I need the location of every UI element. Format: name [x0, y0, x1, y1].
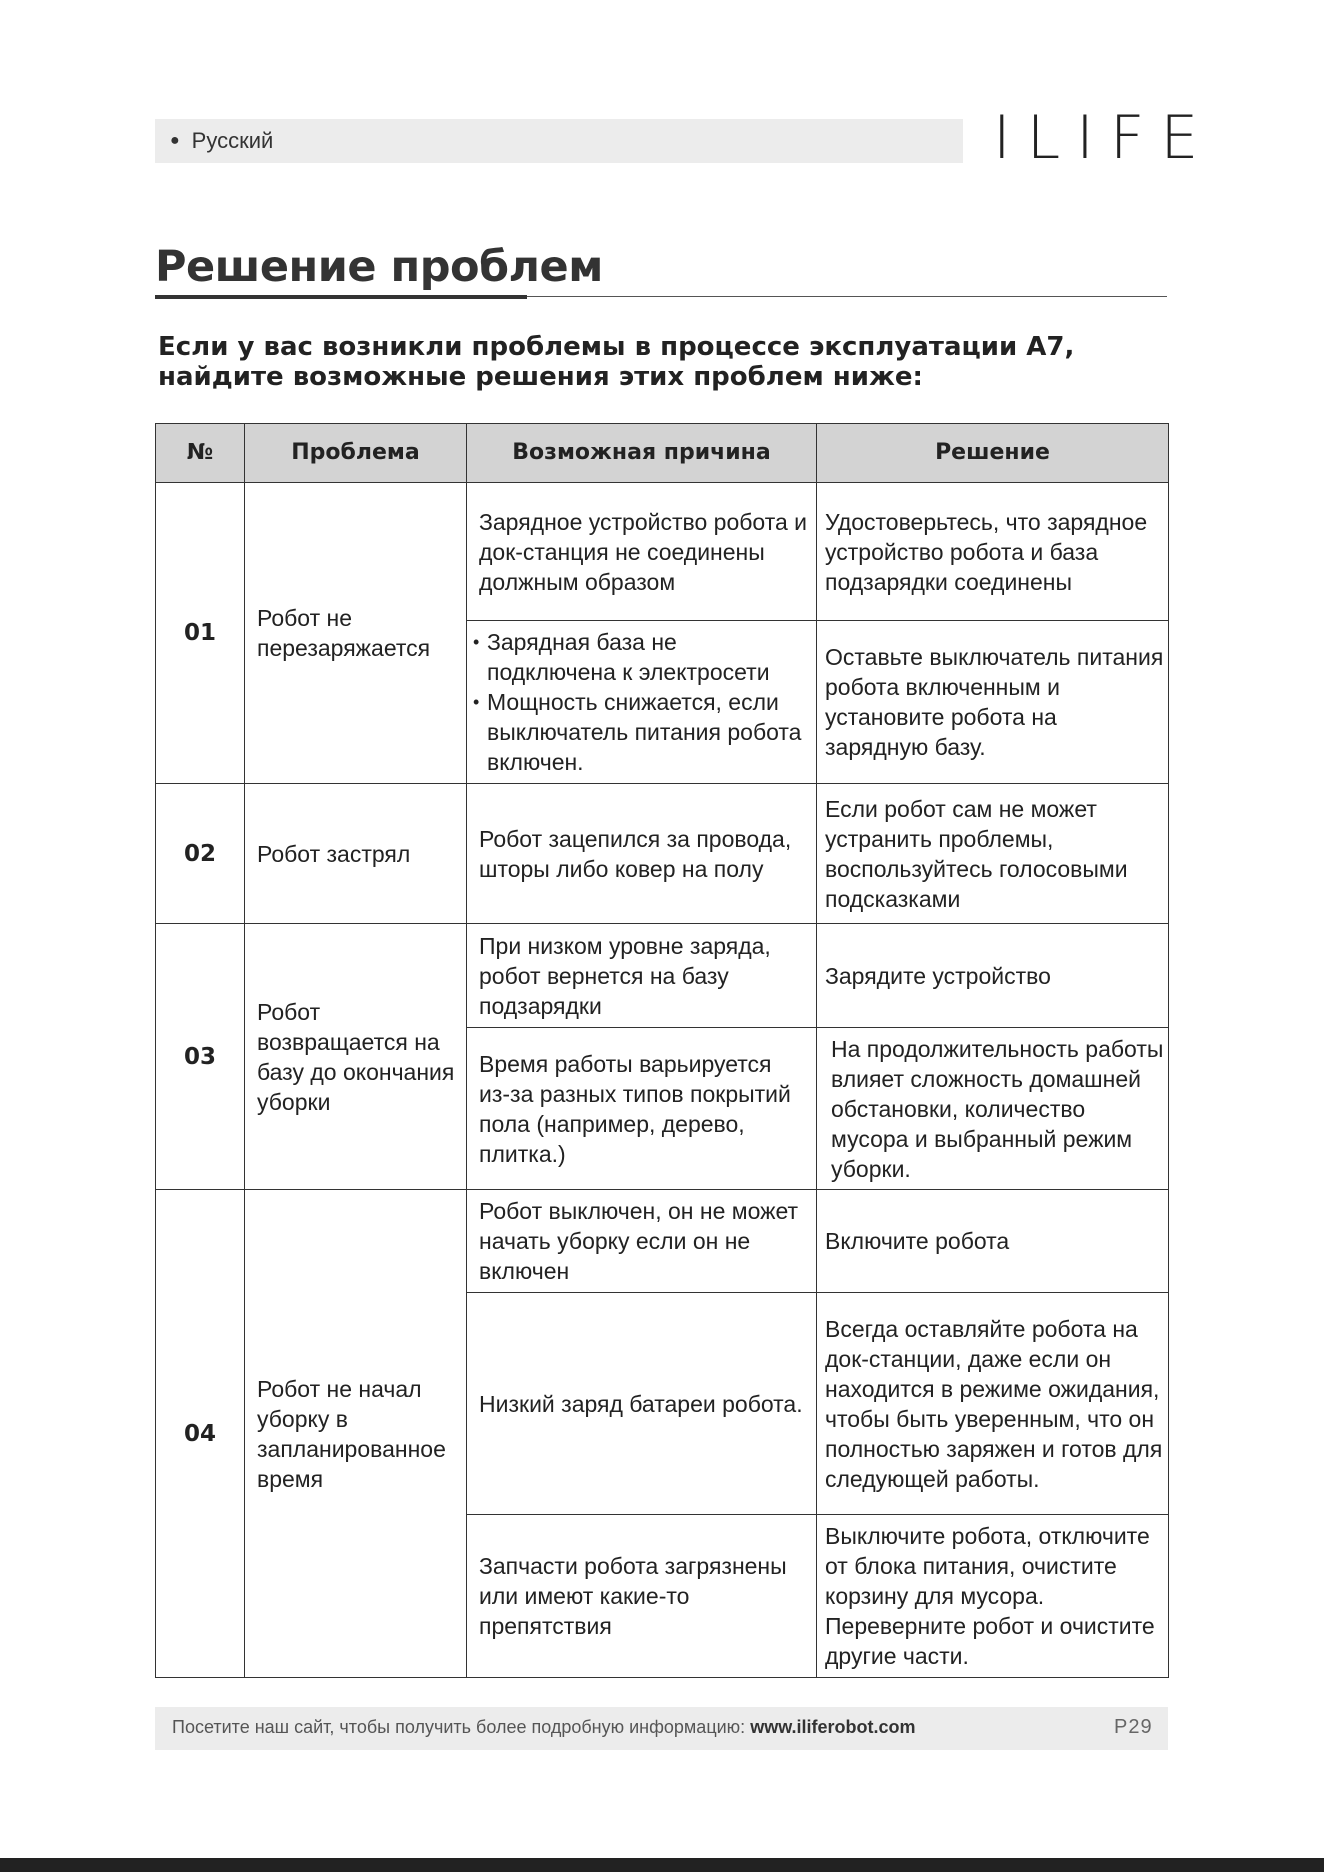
table-row — [156, 784, 1169, 924]
footer-text — [172, 1717, 916, 1738]
problem-cell: Робот не начал уборку в запланированное время — [245, 1190, 467, 1678]
row-number: 04 — [156, 1190, 245, 1678]
cause-cell: Зарядное устройство робота и док-станция не соединены должным образом — [467, 483, 817, 621]
cause-cell: Время работы варьируется из-за разных типов покрытий пола (например, дерево, плитка.) — [467, 1028, 817, 1190]
solution-cell: Оставьте выключатель питания робота включенным и установите робота на зарядную базу. — [817, 621, 1169, 784]
cause-cell: Робот зацепился за провода, шторы либо ковер на полу — [467, 784, 817, 924]
solution-cell: На продолжительность работы влияет сложность домашней обстановки, количество мусора и выбранный режим уборки. — [817, 1028, 1169, 1190]
solution-cell: Если робот сам не может устранить проблемы, воспользуйтесь голосовыми подсказками — [817, 784, 1169, 924]
cause-cell: Запчасти робота загрязнены или имеют какие-то препятствия — [467, 1515, 817, 1678]
solution-cell: Всегда оставляйте робота на док-станции, даже если он находится в режиме ожидания, чтобы быть уверенным, что он полностью заряжен и готов для следующей работы. — [817, 1293, 1169, 1515]
title-underline — [155, 295, 527, 299]
header-problem: Проблема — [245, 424, 467, 483]
table-header-row — [156, 424, 1169, 483]
table-row — [156, 924, 1169, 1028]
language-label: Русский — [191, 128, 274, 153]
problem-cell: Робот не перезаряжается — [245, 483, 467, 784]
intro-text: Если у вас возникли проблемы в процессе эксплуатации А7, найдите возможные решения этих проблем ниже: — [158, 332, 1075, 392]
header-number: № — [156, 424, 245, 483]
cause-bullet-list — [473, 627, 808, 777]
cause-cell — [467, 621, 817, 784]
cause-cell: Низкий заряд батареи робота. — [467, 1293, 817, 1515]
website-link[interactable]: www.iliferobot.com — [750, 1717, 916, 1737]
footer-message: Посетите наш сайт, чтобы получить более подробную информацию: — [172, 1717, 751, 1737]
problem-cell: Робот возвращается на базу до окончания уборки — [245, 924, 467, 1190]
table-row — [156, 1190, 1169, 1293]
row-number: 02 — [156, 784, 245, 924]
header-cause: Возможная причина — [467, 424, 817, 483]
solution-cell: Удостоверьтесь, что зарядное устройство робота и база подзарядки соединены — [817, 483, 1169, 621]
page-number: P29 — [1114, 1716, 1153, 1738]
header-bar — [155, 119, 963, 163]
row-number: 01 — [156, 483, 245, 784]
brand-logo: ILIFE — [993, 103, 1215, 173]
solution-cell: Зарядите устройство — [817, 924, 1169, 1028]
list-item: • Зарядная база не подключена к электросети — [473, 627, 808, 687]
troubleshooting-table — [155, 423, 1169, 1678]
list-item: • Мощность снижается, если выключатель питания робота включен. — [473, 687, 808, 777]
cause-cell: При низком уровне заряда, робот вернется на базу подзарядки — [467, 924, 817, 1028]
bottom-border — [0, 1858, 1324, 1872]
page-title: Решение проблем — [155, 242, 603, 292]
cause-cell: Робот выключен, он не может начать уборку если он не включен — [467, 1190, 817, 1293]
bullet-icon: ● — [170, 132, 180, 149]
table-row — [156, 483, 1169, 621]
solution-cell: Включите робота — [817, 1190, 1169, 1293]
language-indicator — [170, 128, 273, 154]
row-number: 03 — [156, 924, 245, 1190]
header-solution: Решение — [817, 424, 1169, 483]
title-divider — [527, 296, 1167, 297]
solution-cell: Выключите робота, отключите от блока питания, очистите корзину для мусора. Переверните робот и очистите другие части. — [817, 1515, 1169, 1678]
problem-cell: Робот застрял — [245, 784, 467, 924]
